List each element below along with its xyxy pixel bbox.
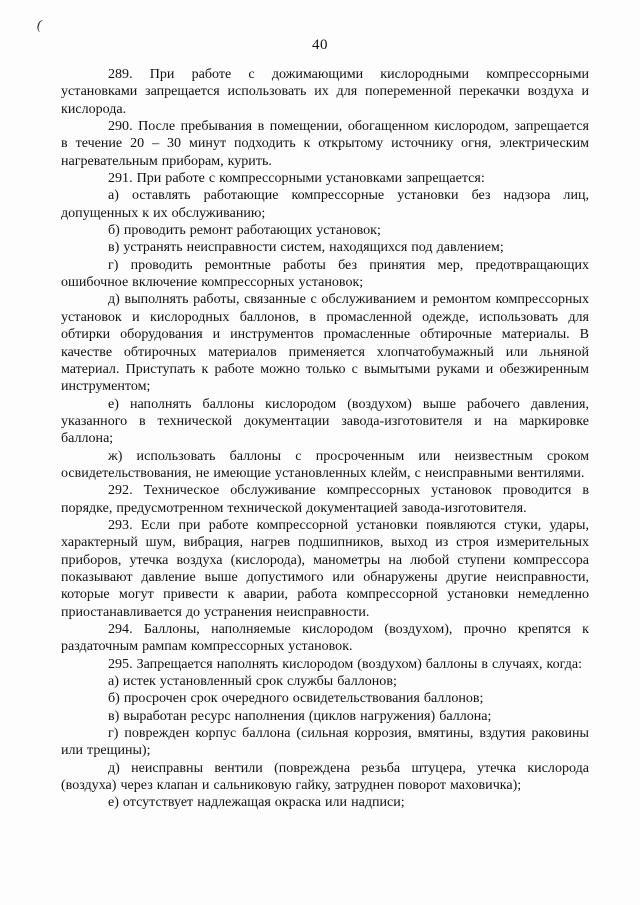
paragraph-291-a: а) оставлять работающие компрессорные установки без надзора лиц, допущенных к их обслуживанию;: [61, 187, 589, 221]
document-body: [61, 66, 589, 812]
paragraph-291-v: в) устранять неисправности систем, находящихся под давлением;: [108, 239, 504, 256]
paragraph-291-d: д) выполнять работы, связанные с обслуживанием и ремонтом компрессорных установок и кислородных баллонов, в промасленной одежде, использовать для обтирки оборудования и инструментов промасленные обтирочные материалы. В качестве обтирочных материалов применяется хлопчатобумажный или льняной материал. Приступать к работе можно только с вымытыми руками и обезжиренным инструментом;: [61, 291, 589, 395]
paragraph-295-d: д) неисправны вентили (повреждена резьба штуцера, утечка кислорода (воздуха) через клапан и сальниковую гайку, затруднен поворот маховичка);: [61, 759, 589, 794]
paragraph-295-a: а) истек установленный срок службы баллонов;: [108, 673, 397, 690]
paragraph-294: 294. Баллоны, наполняемые кислородом (воздухом), прочно крепятся к раздаточным рампам компрессорных установок.: [61, 621, 589, 655]
paragraph-291: 291. При работе с компрессорными установками запрещается:: [108, 170, 485, 187]
paragraph-291-b: б) проводить ремонт работающих установок;: [108, 222, 381, 239]
page-number: 40: [312, 37, 328, 53]
paragraph-291-e: е) наполнять баллоны кислородом (воздухом) выше рабочего давления, указанного в технической документации завода-изготовителя и на маркировке баллона;: [61, 395, 589, 447]
paragraph-291-zh: ж) использовать баллоны с просроченным или неизвестным сроком освидетельствования, не имеющие установленных клейм, с неисправными вентилями.: [61, 447, 589, 481]
paragraph-295-e: е) отсутствует надлежащая окраска или надписи;: [108, 794, 405, 811]
paragraph-292: 292. Техническое обслуживание компрессорных установок проводится в порядке, предусмотренном технической документацией завода-изготовителя.: [61, 482, 589, 516]
paragraph-295-b: б) просрочен срок очередного освидетельствования баллонов;: [108, 690, 484, 707]
paragraph-290: 290. После пребывания в помещении, обогащенном кислородом, запрещается в течение 20 – 30 минут подходить к открытому источнику огня, электрическим нагревательным приборам, курить.: [61, 118, 589, 169]
paragraph-295: 295. Запрещается наполнять кислородом (воздухом) баллоны в случаях, когда:: [108, 655, 583, 672]
corner-mark: (: [35, 17, 44, 34]
paragraph-295-v: в) выработан ресурс наполнения (циклов нагружения) баллона;: [108, 707, 492, 724]
paragraph-293: 293. Если при работе компрессорной установки появляются стуки, удары, характерный шум, вибрация, нагрев подшипников, выход из строя измерительных приборов, утечка воздуха (кислорода), манометры на любой ступени компрессора показывают давление выше допустимого или обнаружены другие неисправности, которые могут привести к аварии, работа компрессорной установки немедленно приостанавливается до устранения неисправности.: [61, 516, 589, 620]
paragraph-295-g: г) поврежден корпус баллона (сильная коррозия, вмятины, вздутия раковины или трещины);: [61, 725, 589, 759]
paragraph-291-g: г) проводить ремонтные работы без принятия мер, предотвращающих ошибочное включение компрессорных установок;: [61, 256, 589, 291]
paragraph-289: 289. При работе с дожимающими кислородными компрессорными установками запрещается использовать их для попеременной перекачки воздуха и кислорода.: [61, 66, 589, 117]
